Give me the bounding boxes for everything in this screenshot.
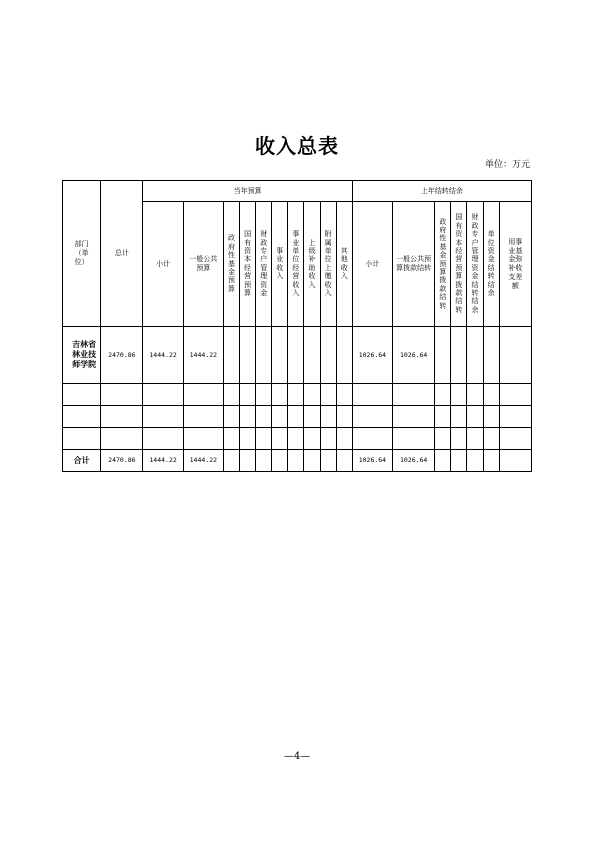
header-subtotal: 小计: [143, 202, 183, 327]
totals-general: 1444.22: [183, 450, 223, 472]
header-business-unit-income: 事业单位经营收入: [288, 202, 304, 327]
header-affiliated-income: 附属单位上缴收入: [320, 202, 336, 327]
header-higher-subsidy: 上级补助收入: [304, 202, 320, 327]
header-dept: 部门（单位）: [63, 181, 101, 327]
row-subtotal: 1444.22: [143, 327, 183, 384]
row-prev-general: 1026.64: [393, 327, 435, 384]
header-prev-year: 上年结转结余: [352, 181, 531, 202]
row-general: 1444.22: [183, 327, 223, 384]
row-prev-subtotal: 1026.64: [352, 327, 392, 384]
totals-subtotal: 1444.22: [143, 450, 183, 472]
header-general-budget: 一般公共预算: [183, 202, 223, 327]
header-fiscal-special: 财政专户管理资金: [256, 202, 272, 327]
header-prev-general: 一般公共预算拨款结转: [393, 202, 435, 327]
row-dept: 吉林省林业技师学院: [63, 327, 101, 384]
header-business-income: 事业收入: [272, 202, 288, 327]
table-row: [63, 384, 532, 406]
income-summary-table: [62, 180, 532, 472]
header-prev-state-capital: 国有资本经营预算拨款结转: [451, 202, 467, 327]
table-row: [63, 428, 532, 450]
header-prev-gov-fund: 政府性基金预算拨款结转: [435, 202, 451, 327]
header-total: 总计: [101, 181, 143, 327]
page-title: 收入总表: [255, 134, 339, 158]
page-number: —4—: [283, 751, 311, 762]
totals-prev-general: 1026.64: [393, 450, 435, 472]
header-gov-fund: 政府性基金预算: [223, 202, 239, 327]
header-reserve: 用事业基金弥补收支差额: [499, 202, 531, 327]
header-current-year: 当年预算: [143, 181, 352, 202]
totals-total: 2470.86: [101, 450, 143, 472]
row-total: 2470.86: [101, 327, 143, 384]
totals-row: [63, 450, 532, 472]
totals-prev-subtotal: 1026.64: [352, 450, 392, 472]
unit-label: 单位：万元: [484, 160, 530, 170]
header-prev-fiscal-special: 财政专户管理资金结转结余: [467, 202, 483, 327]
header-prev-subtotal: 小计: [352, 202, 392, 327]
header-other-income: 其他收入: [336, 202, 352, 327]
table-row: [63, 406, 532, 428]
table-row: [63, 327, 532, 384]
header-prev-unit-fund: 单位资金结转结余: [483, 202, 499, 327]
totals-label: 合计: [63, 450, 101, 472]
header-state-capital: 国有资本经营预算: [240, 202, 256, 327]
